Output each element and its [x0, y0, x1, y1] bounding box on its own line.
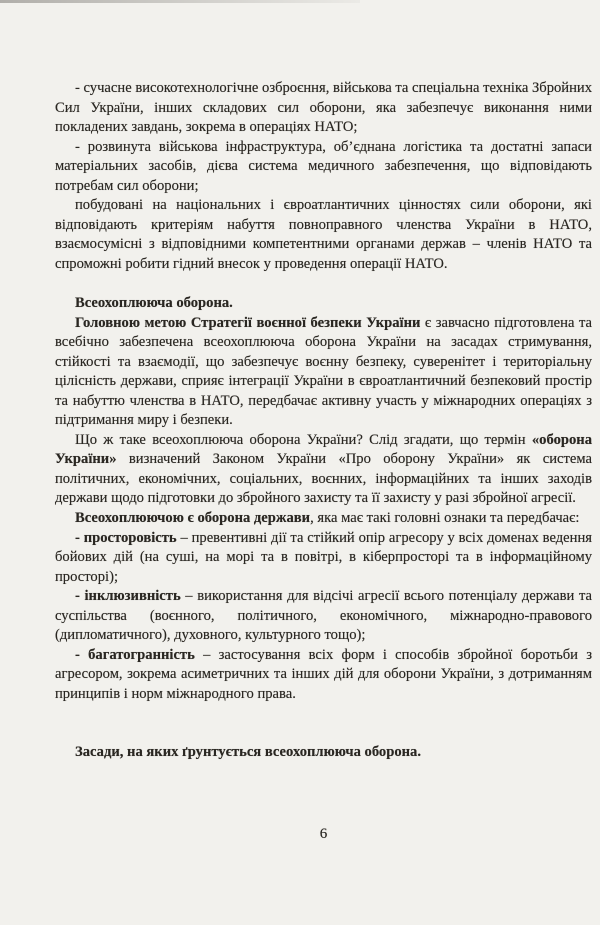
- text-run: - розвинута військова інфраструктура, об’єднана логістика та достатні запаси матеріальних засобів, дієва система медичного забезпечення, що відповідають потребам сил оборони;: [55, 138, 592, 194]
- bold-text-run: - просторовість: [75, 529, 177, 546]
- text-run: – превентивні дії та стійкий опір агресору у всіх доменах ведення бойових дій (на суші, на морі та в повітрі, в кіберпросторі та в інформаційному просторі);: [55, 529, 592, 585]
- document-paragraph: [55, 587, 592, 646]
- bold-text-run: Головною метою Стратегії воєнної безпеки України: [75, 314, 421, 331]
- text-run: є завчасно підготовлена та всебічно забезпечена всеохоплююча оборона України на засадах стримування, стійкості та взаємодії, що забезпечує воєнну безпеку, суверенітет і територіальну цілісність держави, сприяє інтеграції України в євроатлантичний безпековий простір та набуттю членства в НАТО, передбачає активну участь у міжнародних операціях з підтримання миру і безпеки.: [55, 314, 592, 429]
- text-run: побудовані на національних і євроатлантичних цінностях сили оборони, які відповідають критеріям набуття повноправного членства України в НАТО, взаємосумісні з відповідними компетентними органами держав – членів НАТО та спроможні робити гідний внесок у проведення операції НАТО.: [55, 197, 592, 272]
- page-number: 6: [319, 826, 328, 842]
- document-paragraph: [55, 138, 592, 197]
- document-paragraph: [55, 431, 592, 509]
- bold-text-run: - інклюзивність: [75, 588, 181, 605]
- bold-text-run: - багатогранність: [75, 646, 195, 663]
- text-run: , яка має такі головні ознаки та передбачає:: [310, 509, 580, 526]
- document-paragraph: [55, 79, 592, 138]
- section-heading: [55, 294, 592, 314]
- bold-text-run: Засади, на яких ґрунтується всеохоплююча оборона.: [75, 744, 421, 761]
- text-run: - сучасне високотехнологічне озброєння, військова та спеціальна техніка Збройних Сил України, інших складових сил оборони, яка забезпечує виконання ними покладених завдань, зокрема в операціях НАТО;: [55, 80, 593, 136]
- bold-text-run: «оборона України»: [55, 431, 592, 468]
- text-run: – застосування всіх форм і способів збройної боротьби з агресором, зокрема асиметричних та інших дій для оборони України, з дотриманням принципів і норм міжнародного права.: [55, 646, 592, 702]
- document-text-block: [55, 79, 592, 763]
- scan-artifact-top-edge: [0, 0, 360, 3]
- bold-text-run: Всеохоплюючою є оборона держави: [75, 509, 311, 526]
- document-paragraph: [55, 509, 592, 529]
- document-paragraph: [55, 314, 592, 431]
- text-run: визначений Законом України «Про оборону України» як система політичних, економічних, соціальних, воєнних, інформаційних та інших заходів держави щодо підготовки до збройного захисту та її захисту у разі збройної агресії.: [55, 451, 592, 507]
- section-heading: [55, 743, 592, 763]
- document-paragraph: [55, 529, 592, 588]
- bold-text-run: Всеохоплююча оборона.: [75, 294, 233, 311]
- text-run: – використання для відсічі агресії всього потенціалу держави та суспільства (воєнного, політичного, економічного, міжнародно-правового (дипломатичного), духовного, культурного тощо);: [55, 588, 592, 644]
- document-paragraph: [55, 646, 592, 705]
- text-run: Що ж таке всеохоплююча оборона України? Слід згадати, що термін: [75, 431, 532, 448]
- document-paragraph: [55, 196, 592, 274]
